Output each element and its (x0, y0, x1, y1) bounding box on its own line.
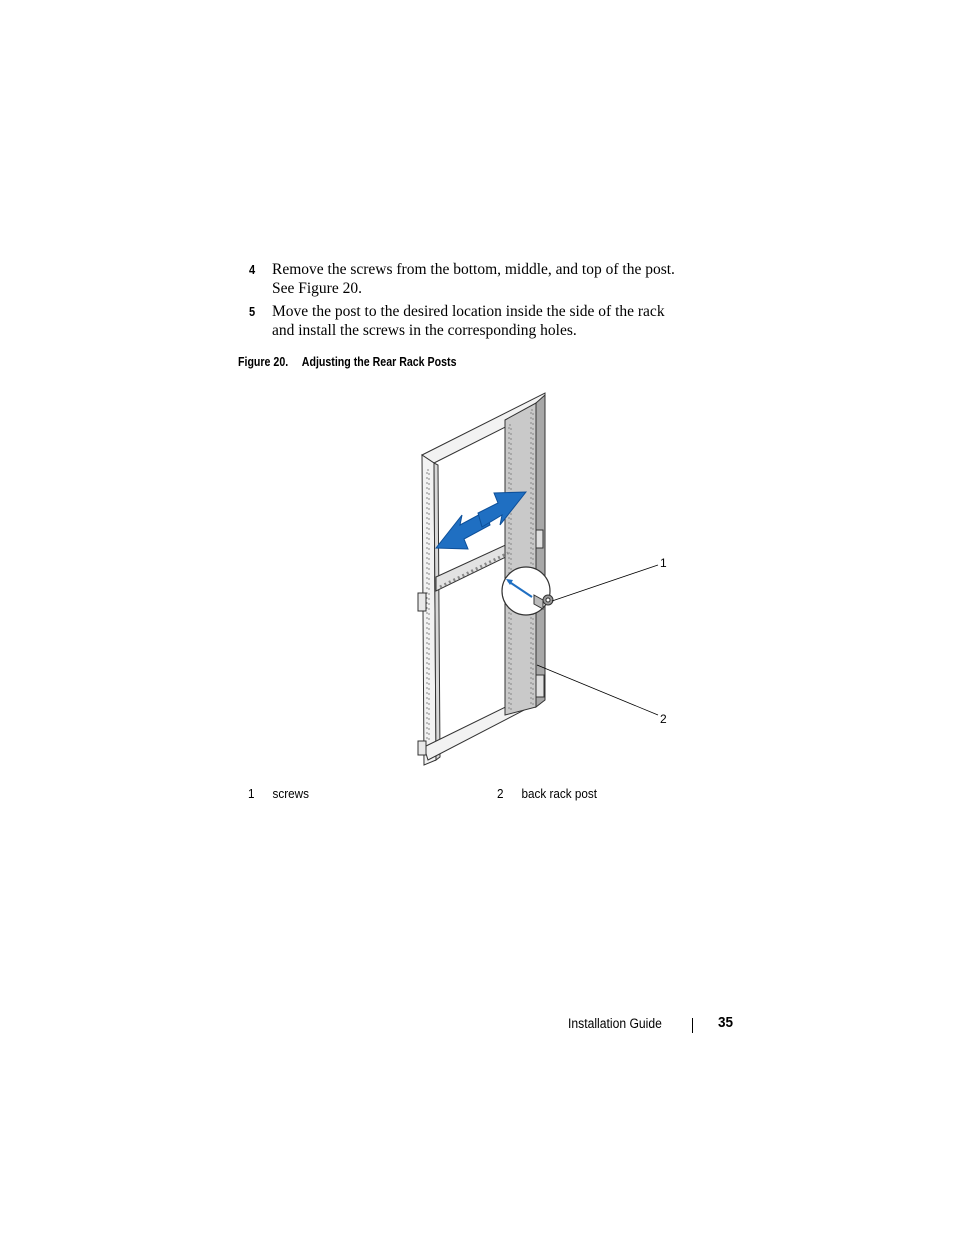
legend-text: back rack post (521, 786, 597, 801)
step-line: See Figure 20. (272, 280, 362, 297)
figure-label: Figure 20. (238, 355, 289, 369)
page-number: 35 (718, 1014, 734, 1031)
legend-text: screws (272, 786, 309, 801)
rack-post-illustration (400, 385, 690, 775)
callout-1: 1 (660, 556, 667, 570)
legend-number: 1 (248, 786, 255, 801)
step-line: Move the post to the desired location inside the side of the rack (272, 303, 665, 320)
footer-divider (692, 1018, 693, 1033)
step-line: and install the screws in the corresponding holes. (272, 322, 577, 339)
callout-2: 2 (660, 712, 667, 726)
legend-item-2 (497, 786, 597, 801)
legend-number: 2 (497, 786, 504, 801)
step-text (272, 302, 709, 340)
figure-caption (238, 355, 456, 369)
footer-title: Installation Guide (568, 1016, 662, 1031)
step-4 (249, 260, 709, 298)
callout-leaders (537, 565, 658, 715)
step-text (272, 260, 709, 298)
step-number: 5 (249, 304, 256, 319)
step-line: Remove the screws from the bottom, middle, and top of the post. (272, 261, 675, 278)
step-5 (249, 302, 709, 340)
step-number: 4 (249, 262, 256, 277)
legend-item-1 (248, 786, 309, 801)
figure-title: Adjusting the Rear Rack Posts (301, 355, 457, 369)
